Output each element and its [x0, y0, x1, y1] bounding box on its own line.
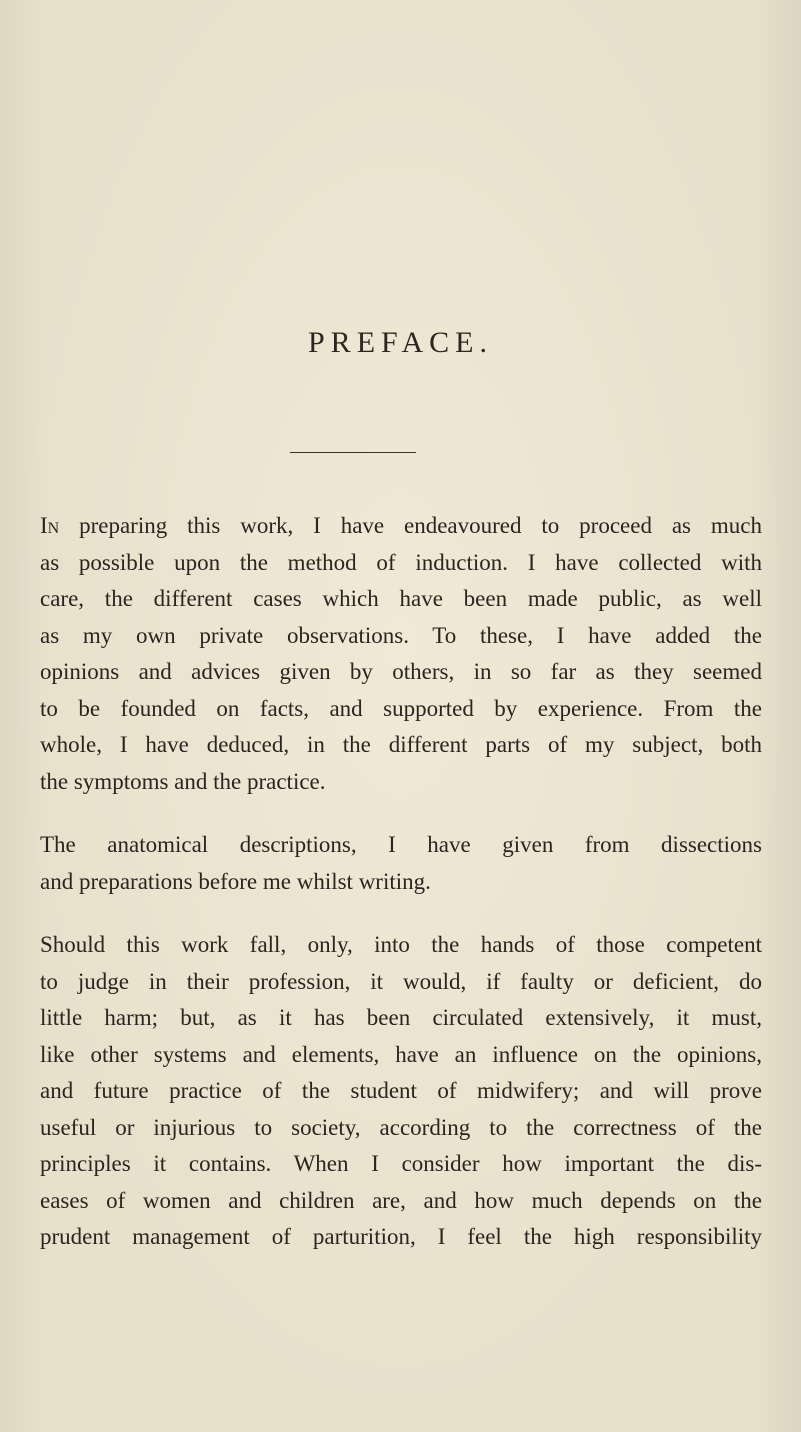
text-line: In preparing this work, I have endeavoured to proceed as much: [40, 513, 762, 538]
text-line: the symptoms and the practice.: [40, 768, 326, 794]
text-line: whole, I have deduced, in the different parts of my subject, both: [40, 732, 762, 757]
paragraph-2: [40, 827, 762, 900]
body-text: [40, 508, 762, 1256]
text-line: and future practice of the student of midwifery; and will prove: [40, 1078, 762, 1103]
text-line: care, the different cases which have been made public, as well: [40, 586, 762, 611]
text-line: as my own private observations. To these, I have added the: [40, 622, 762, 648]
paragraph-3: [40, 927, 762, 1256]
title-rule-divider: [290, 452, 416, 453]
text-line: The anatomical descriptions, I have given from dissections: [40, 832, 762, 857]
page-title: PREFACE.: [308, 326, 493, 359]
paragraph-1: [40, 508, 762, 800]
text-line: to judge in their profession, it would, if faulty or deficient, do: [40, 968, 762, 994]
text-line: as possible upon the method of induction. I have collected with: [40, 549, 762, 575]
text-line: eases of women and children are, and how much depends on the: [40, 1187, 762, 1213]
text-line: and preparations before me whilst writing.: [40, 868, 431, 894]
text-line: prudent management of parturition, I feel the high responsibility: [40, 1224, 762, 1249]
drop-word: In: [40, 513, 60, 538]
text-line: like other systems and elements, have an influence on the opinions,: [40, 1041, 762, 1067]
text-line: Should this work fall, only, into the hands of those competent: [40, 932, 762, 957]
text-line: little harm; but, as it has been circulated extensively, it must,: [40, 1005, 762, 1030]
paragraph-gap: [40, 800, 762, 827]
text-line: to be founded on facts, and supported by experience. From the: [40, 695, 762, 721]
paragraph-gap: [40, 900, 762, 927]
text-line: principles it contains. When I consider how important the dis-: [40, 1151, 762, 1176]
text-line: opinions and advices given by others, in so far as they seemed: [40, 659, 762, 684]
text-line: useful or injurious to society, according to the correctness of the: [40, 1114, 762, 1140]
